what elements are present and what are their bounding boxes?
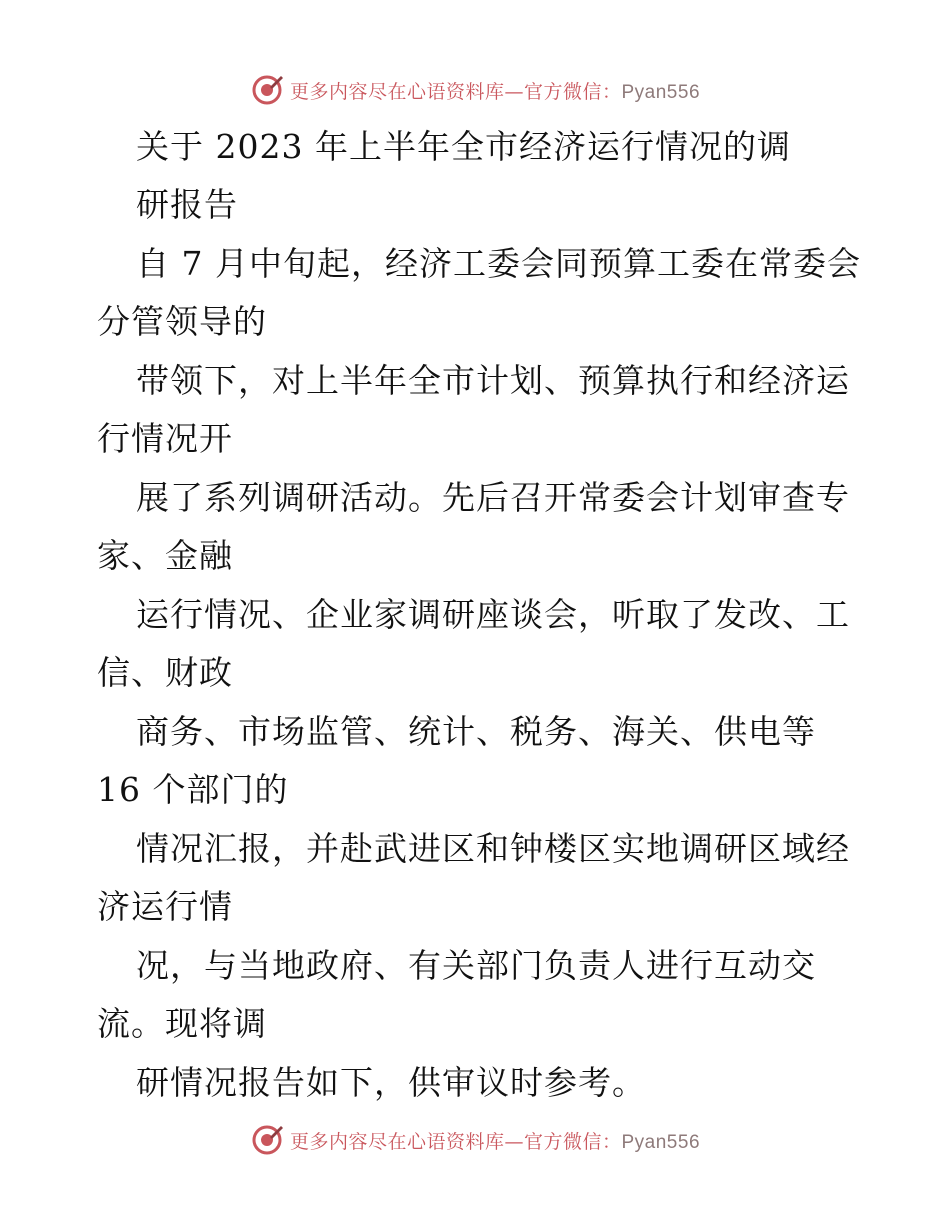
doc-text-line: 信、财政 [97,653,233,692]
doc-text-line: 商务、市场监管、统计、税务、海关、供电等 [136,712,816,751]
footer-watermark [0,1120,950,1160]
brush-logo-icon [250,73,284,107]
header-watermark [0,70,950,110]
doc-title-line-1: 关于 2023 年上半年全市经济运行情况的调 [136,127,791,166]
doc-text-line: 情况汇报，并赴武进区和钟楼区实地调研区域经 [136,829,850,868]
doc-text-line: 16 个部门的 [97,770,289,809]
doc-text-line: 运行情况、企业家调研座谈会，听取了发改、工 [136,595,850,634]
doc-text-line: 济运行情 [97,887,233,926]
watermark-brand: Pyan556 [621,1131,701,1153]
doc-text-line: 研情况报告如下，供审议时参考。 [136,1063,646,1102]
watermark-brand: Pyan556 [621,81,701,103]
doc-text-line: 行情况开 [97,419,233,458]
doc-text-line: 展了系列调研活动。先后召开常委会计划审查专 [136,478,850,517]
watermark-text: 更多内容尽在心语资料库—官方微信：Pyan556 [289,80,701,103]
doc-text-line: 自 7 月中旬起，经济工委会同预算工委在常委会 [136,244,861,283]
doc-text-line: 况，与当地政府、有关部门负责人进行互动交 [136,946,816,985]
doc-text-line: 家、金融 [97,536,233,575]
doc-text-line: 分管领导的 [97,302,267,341]
doc-text-line: 带领下，对上半年全市计划、预算执行和经济运 [136,361,850,400]
doc-title-line-2: 研报告 [136,185,238,224]
watermark-text: 更多内容尽在心语资料库—官方微信：Pyan556 [289,1130,701,1153]
doc-text-line: 流。现将调 [97,1004,267,1043]
brush-logo-icon [250,1123,284,1157]
